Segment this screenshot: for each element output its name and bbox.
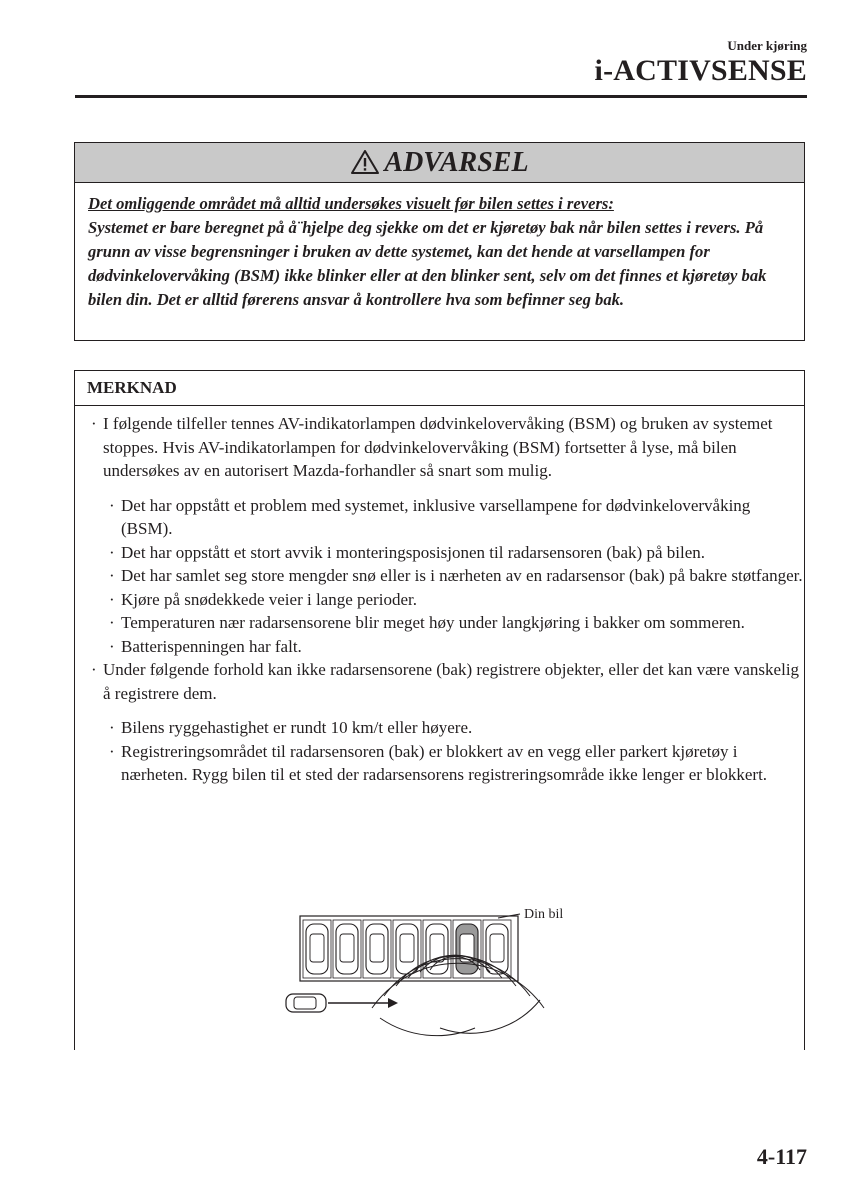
sub-list-item xyxy=(75,740,804,787)
sub-list-item xyxy=(75,588,804,612)
sub-list-item xyxy=(75,611,804,635)
bullet-dot: · xyxy=(109,741,115,761)
warning-text: Systemet er bare beregnet på å¨hjelpe deg sjekke om det er kjøretøy bak når bilen settes i revers. På grunn av visse begrensninger i bruken av dette systemet, kan det hende at varsellampen for dødvinkelovervåking (BSM) ikke blinker eller at den blinker sent, selv om det finnes et kjøretøy bak bilen din. Det er alltid førerens ansvar å kontrollere hva som befinner seg bak. xyxy=(88,218,767,309)
list-item xyxy=(75,412,804,483)
your-car xyxy=(453,920,481,978)
warning-box xyxy=(74,142,805,341)
bullet-dot: · xyxy=(109,589,115,609)
sub-list-item-text: Bilens ryggehastighet er rundt 10 km/t eller høyere. xyxy=(121,718,473,737)
warning-lead: Det omliggende området må alltid undersøkes visuelt før bilen settes i revers: xyxy=(88,194,614,213)
warning-title: ADVARSEL xyxy=(384,146,529,178)
bullet-dot: · xyxy=(109,566,115,585)
bullet-dot: · xyxy=(109,636,115,656)
note-body xyxy=(75,406,804,787)
list-item-text: I følgende tilfeller tennes AV-indikatorlampen dødvinkelovervåking (BSM) og bruken av systemet stoppes. Hvis AV-indikatorlampen for dødvinkelovervåking (BSM) fortsetter å lyse, må bilen undersøkes av en autorisert Mazda-forhandler så snart som mulig. xyxy=(103,414,773,480)
note-title: MERKNAD xyxy=(75,371,804,406)
warning-body xyxy=(75,183,804,312)
sub-list-item-text: Det har oppstått et problem med systemet, inklusive varsellampene for dødvinkelovervåking (BSM). xyxy=(121,495,751,538)
header-title: i-ACTIVSENSE xyxy=(594,54,807,87)
page-number: 4-117 xyxy=(756,1144,807,1169)
approaching-car xyxy=(286,994,326,1012)
sub-list-item xyxy=(75,564,804,588)
your-car-label: Din bil xyxy=(524,907,564,922)
header-rule xyxy=(75,95,807,98)
approach-arrow xyxy=(328,998,398,1008)
parked-car xyxy=(363,920,391,978)
sub-list-item-text: Temperaturen nær radarsensorene blir meget høy under langkjøring i bakker om sommeren. xyxy=(121,613,745,632)
sub-list-item xyxy=(75,541,804,565)
sub-list-item xyxy=(75,494,804,541)
header-section: Under kjøring xyxy=(727,38,807,53)
bullet-dot: · xyxy=(91,660,97,679)
parked-car xyxy=(303,920,331,978)
bullet-dot: · xyxy=(109,495,115,515)
parked-car xyxy=(423,920,451,978)
list-item xyxy=(75,658,804,705)
bullet-dot: · xyxy=(91,414,97,433)
sub-list-item-text: Kjøre på snødekkede veier i lange perioder. xyxy=(121,589,417,609)
parking-diagram xyxy=(280,900,580,1040)
warning-header xyxy=(75,143,804,183)
parked-car xyxy=(333,920,361,978)
sub-list-item-text: Det har oppstått et stort avvik i monteringsposisjonen til radarsensoren (bak) på bilen. xyxy=(121,542,706,562)
warning-triangle-icon xyxy=(350,149,380,175)
sub-list-item-text: Batterispenningen har falt. xyxy=(121,636,302,656)
list-item-text: Under følgende forhold kan ikke radarsensorene (bak) registrere objekter, eller det kan være vanskelig å registrere dem. xyxy=(103,660,800,703)
bullet-dot: · xyxy=(109,718,115,737)
sub-list-item xyxy=(75,635,804,659)
bullet-dot: · xyxy=(109,542,115,562)
sub-list-item-text: Registreringsområdet til radarsensoren (bak) er blokkert av en vegg eller parkert kjøretøy i nærheten. Rygg bilen til et sted der radarsensorens registreringsområde ikke lenger er blokkert. xyxy=(121,741,768,784)
bullet-dot: · xyxy=(109,613,115,632)
sub-list-item-text: Det har samlet seg store mengder snø eller is i nærheten av en radarsensor (bak) på bakre støtfanger. xyxy=(121,566,803,585)
sub-list-item xyxy=(75,716,804,740)
